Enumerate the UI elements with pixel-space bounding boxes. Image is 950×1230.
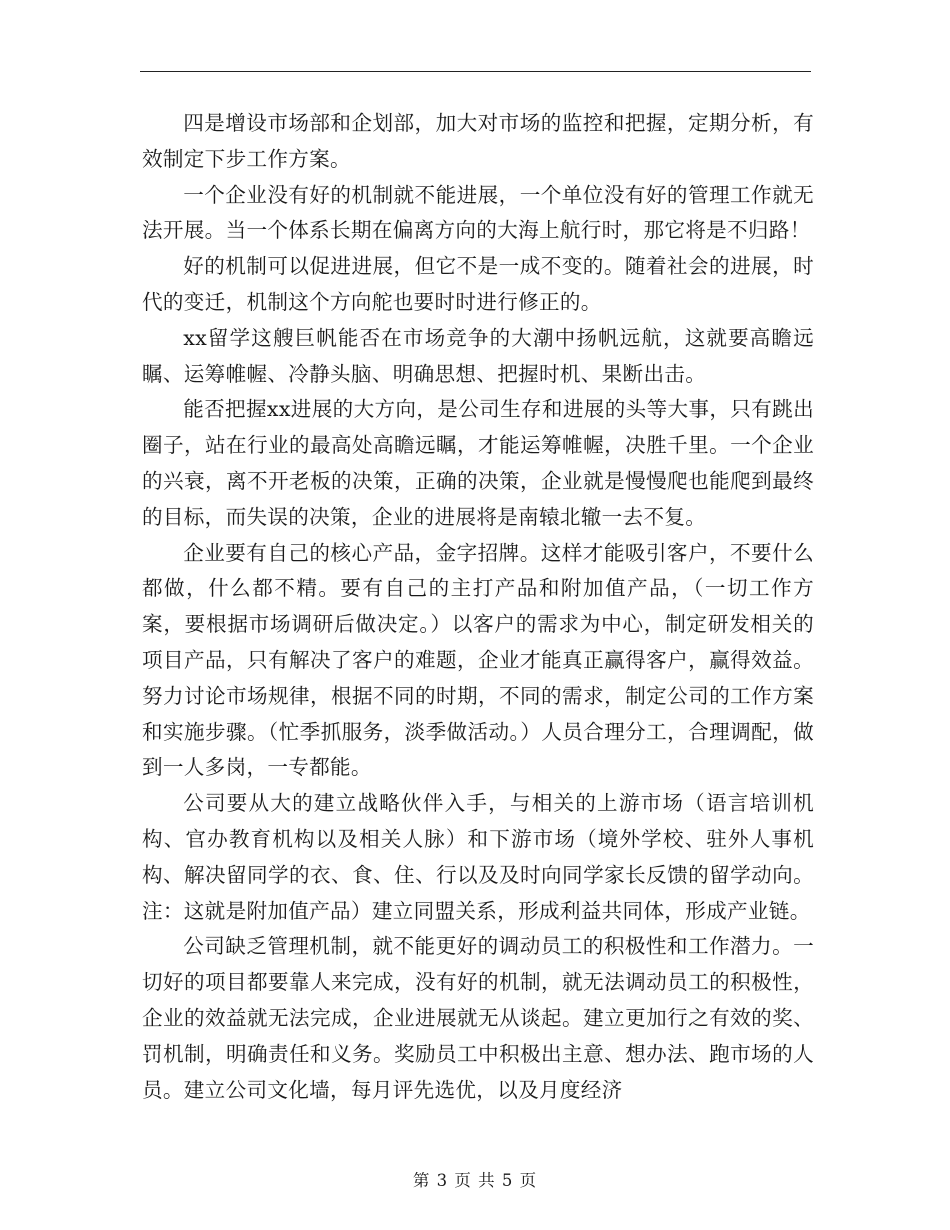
paragraph-1: 四是增设市场部和企划部，加大对市场的监控和把握，定期分析，有效制定下步工作方案。: [142, 111, 814, 171]
paragraph-5: 能否把握xx进展的大方向，是公司生存和进展的头等大事，只有跳出圈子，站在行业的最高处高瞻远瞩，才能运筹帷幄，决胜千里。一个企业的兴衰，离不开老板的决策，正确的决策，企业就是慢慢爬也能爬到最终的目标，而失误的决策，企业的进展将是南辕北辙一去不复。: [142, 397, 814, 529]
footer-current-page: 3: [436, 1171, 449, 1190]
footer-suffix: 页: [519, 1171, 538, 1190]
header-rule: [140, 71, 811, 72]
paragraph-4: xx留学这艘巨帆能否在市场竞争的大潮中扬帆远航，这就要高瞻远瞩、运筹帷幄、冷静头脑、明确思想、把握时机、果断出击。: [142, 325, 814, 386]
paragraph-6: 企业要有自己的核心产品，金字招牌。这样才能吸引客户，不要什么都做，什么都不精。要有自己的主打产品和附加值产品，（一切工作方案，要根据市场调研后做决定。）以客户的需求为中心，制定研发相关的项目产品，只有解决了客户的难题，企业才能真正赢得客户，赢得效益。努力讨论市场规律，根据不同的时期，不同的需求，制定公司的工作方案和实施步骤。（忙季抓服务，淡季做活动。）人员合理分工，合理调配，做到一人多岗，一专都能。: [142, 540, 814, 780]
page-footer: [0, 1170, 950, 1192]
paragraph-8: 公司缺乏管理机制，就不能更好的调动员工的积极性和工作潜力。一切好的项目都要靠人来完成，没有好的机制，就无法调动员工的积极性，企业的效益就无法完成，企业进展就无从谈起。建立更加行之有效的奖、罚机制，明确责任和义务。奖励员工中积极出主意、想办法、跑市场的人员。建立公司文化墙，每月评先选优，以及月度经济: [142, 934, 814, 1102]
paragraph-3: 好的机制可以促进进展，但它不是一成不变的。随着社会的进展，时代的变迁，机制这个方向舵也要时时进行修正的。: [142, 254, 814, 314]
footer-middle: 页 共: [454, 1171, 496, 1190]
footer-prefix: 第: [412, 1171, 431, 1190]
footer-total-pages: 5: [501, 1171, 514, 1190]
paragraph-2: 一个企业没有好的机制就不能进展，一个单位没有好的管理工作就无法开展。当一个体系长期在偏离方向的大海上航行时，那它将是不归路！: [142, 182, 814, 243]
document-body: [142, 106, 814, 1108]
paragraph-7: 公司要从大的建立战略伙伴入手，与相关的上游市场（语言培训机构、官办教育机构以及相关人脉）和下游市场（境外学校、驻外人事机构、解决留同学的衣、食、住、行以及及时向同学家长反馈的留学动向。注：这就是附加值产品）建立同盟关系，形成利益共同体，形成产业链。: [142, 791, 814, 923]
